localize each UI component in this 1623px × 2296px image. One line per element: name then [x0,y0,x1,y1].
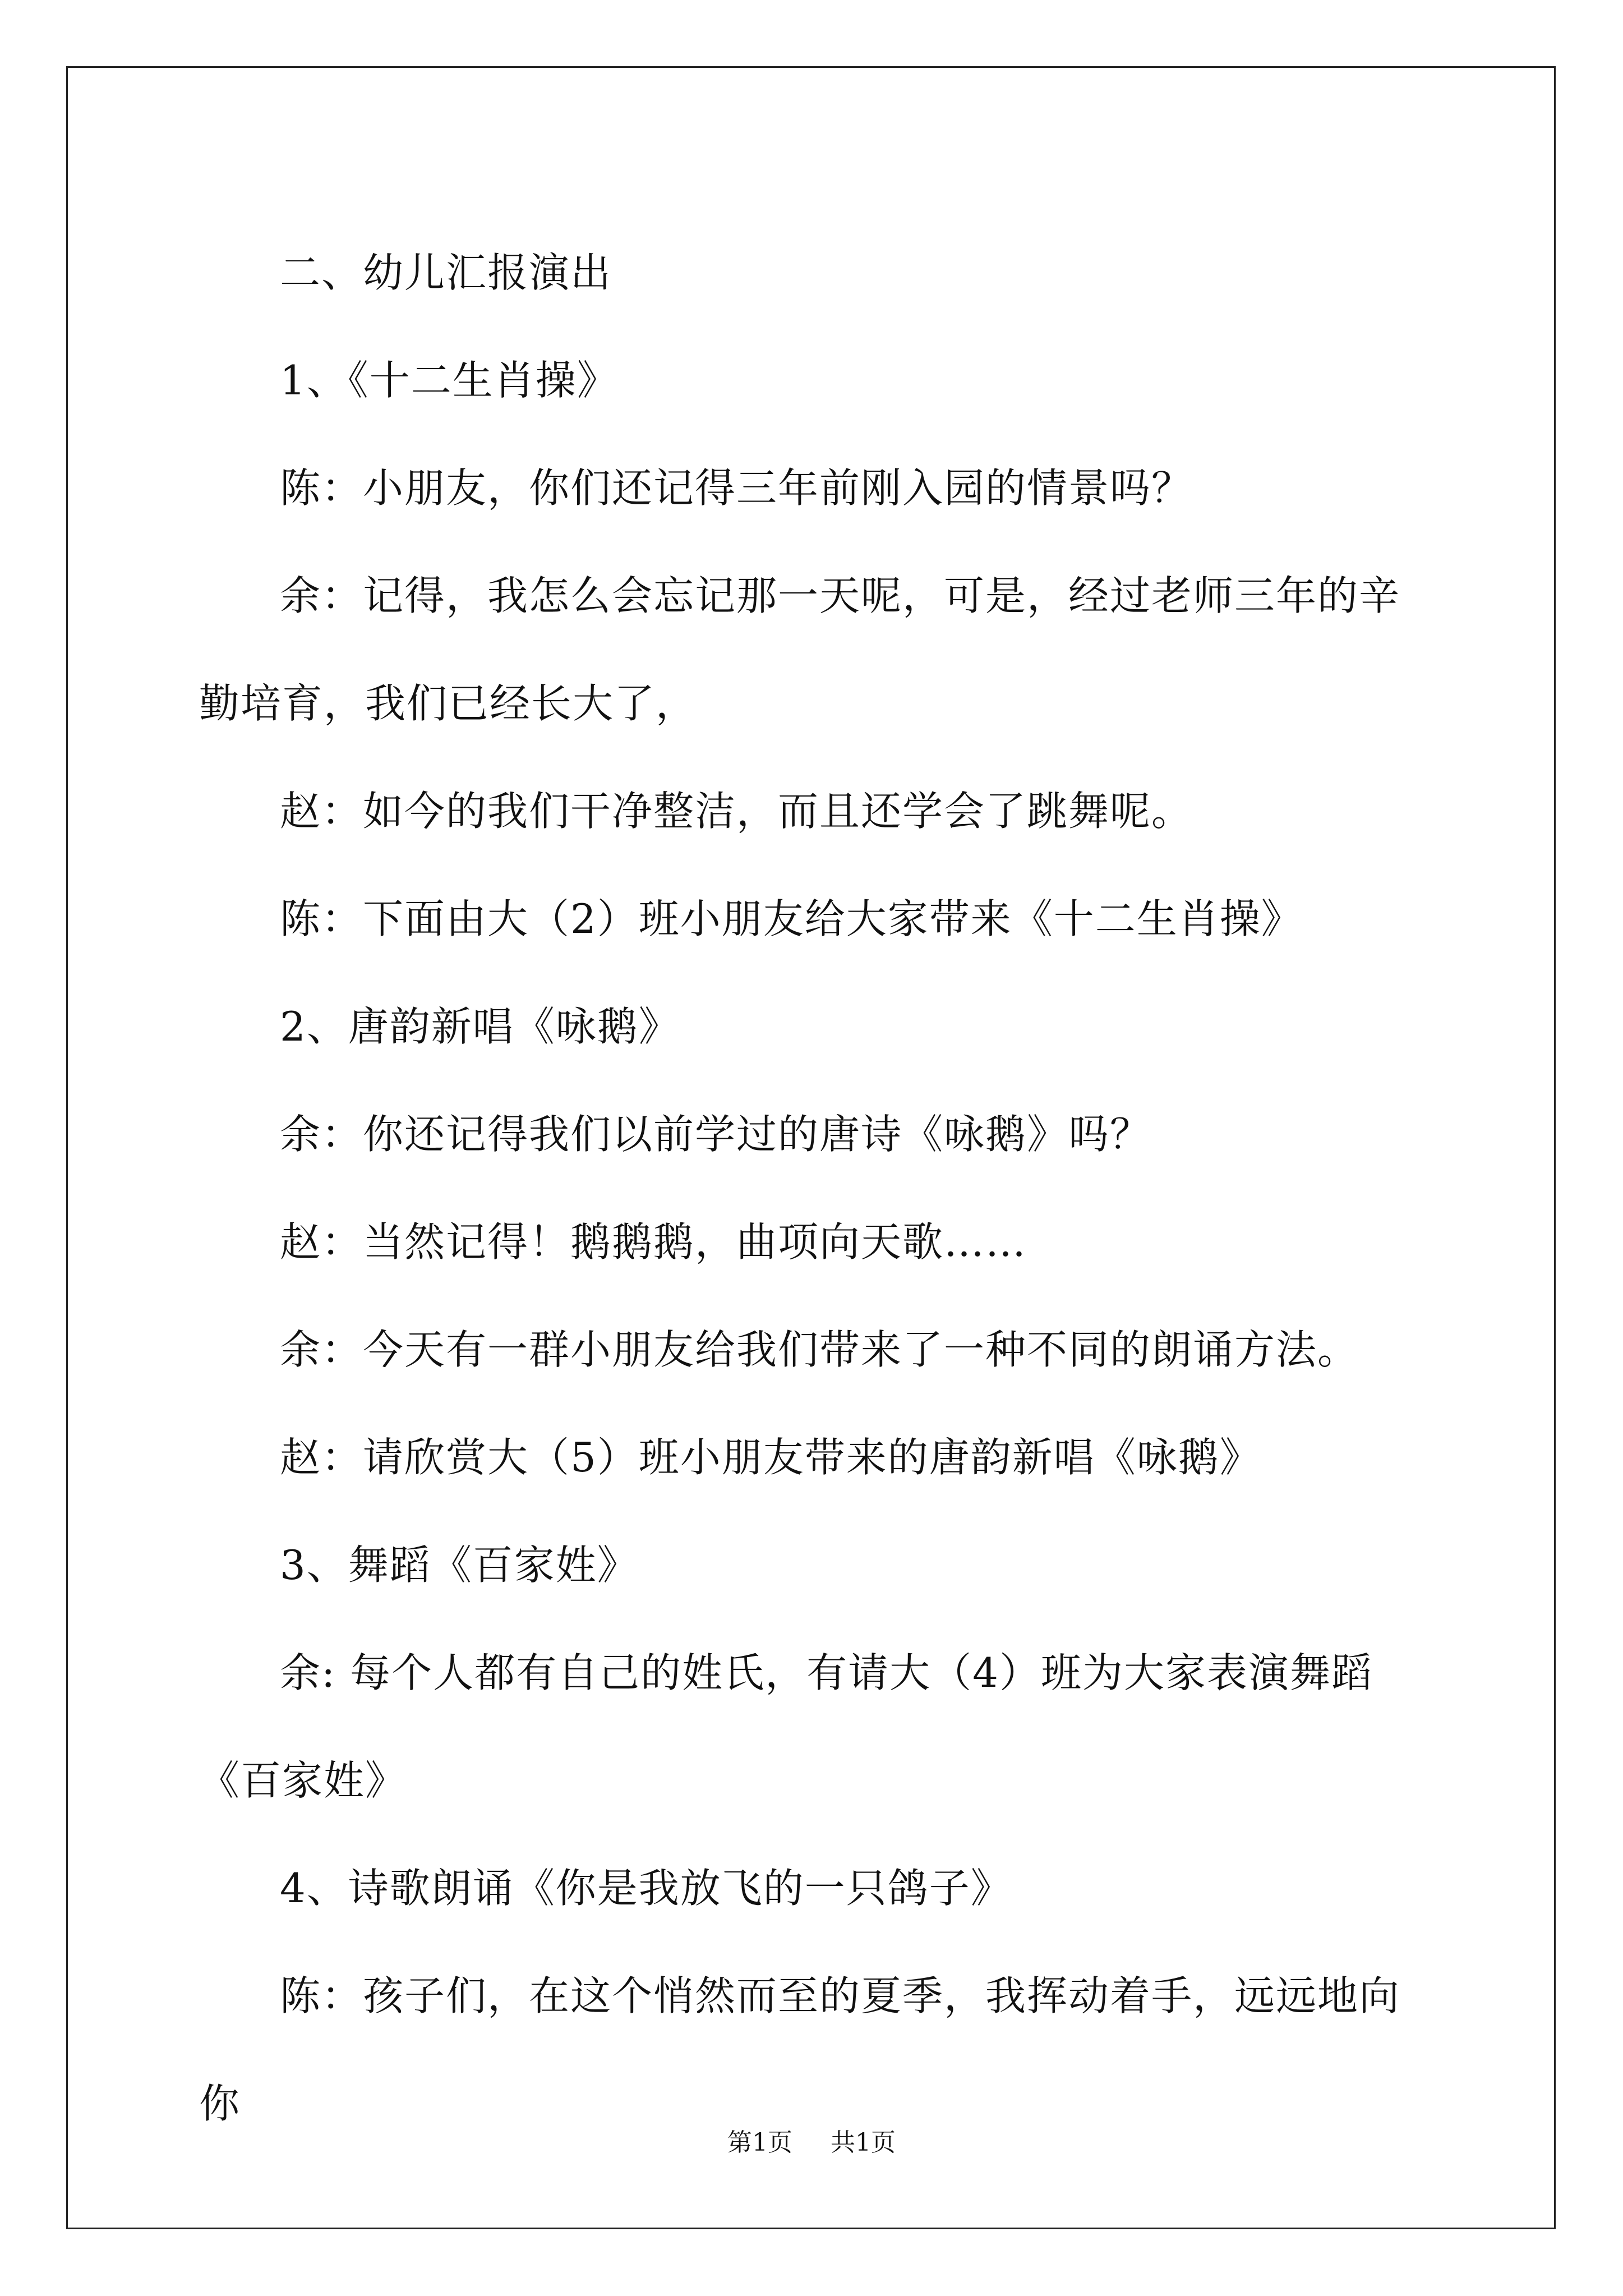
dialogue-line: 陈：孩子们，在这个悄然而至的夏季，我挥动着手，远远地向你 [199,1972,1401,2127]
program-item-heading: 2、唐韵新唱《咏鹅》 [280,1003,680,1050]
page-number-current: 第1页 [727,2128,792,2157]
dialogue-line: 余: 每个人都有自己的姓氏，有请大（4）班为大家表演舞蹈《百家姓》 [199,1649,1373,1804]
dialogue-line: 余：你还记得我们以前学过的唐诗《咏鹅》吗？ [280,1111,1152,1158]
page-footer [0,2126,1623,2160]
program-item-heading: 3、舞蹈《百家姓》 [280,1542,639,1589]
document-body [199,219,1427,2157]
program-item-heading: 1、《十二生肖操》 [280,357,619,404]
dialogue-line: 陈：下面由大（2）班小朋友给大家带来《十二生肖操》 [280,895,1303,942]
page-number-total: 共1页 [831,2128,896,2157]
program-item-heading: 4、诗歌朗诵《你是我放飞的一只鸽子》 [280,1865,1012,1912]
dialogue-line: 赵：当然记得！鹅鹅鹅，曲项向天歌…… [280,1218,1027,1266]
dialogue-line: 赵：请欣赏大（5）班小朋友带来的唐韵新唱《咏鹅》 [280,1434,1261,1481]
dialogue-line: 陈：小朋友，你们还记得三年前刚入园的情景吗？ [280,464,1193,512]
dialogue-line: 赵：如今的我们干净整洁，而且还学会了跳舞呢。 [280,788,1193,835]
dialogue-line: 余：今天有一群小朋友给我们带来了一种不同的朗诵方法。 [280,1326,1359,1373]
dialogue-line: 余：记得，我怎么会忘记那一天呢，可是，经过老师三年的辛勤培育，我们已经长大了， [199,572,1401,727]
section-heading: 二、幼儿汇报演出 [280,249,612,296]
